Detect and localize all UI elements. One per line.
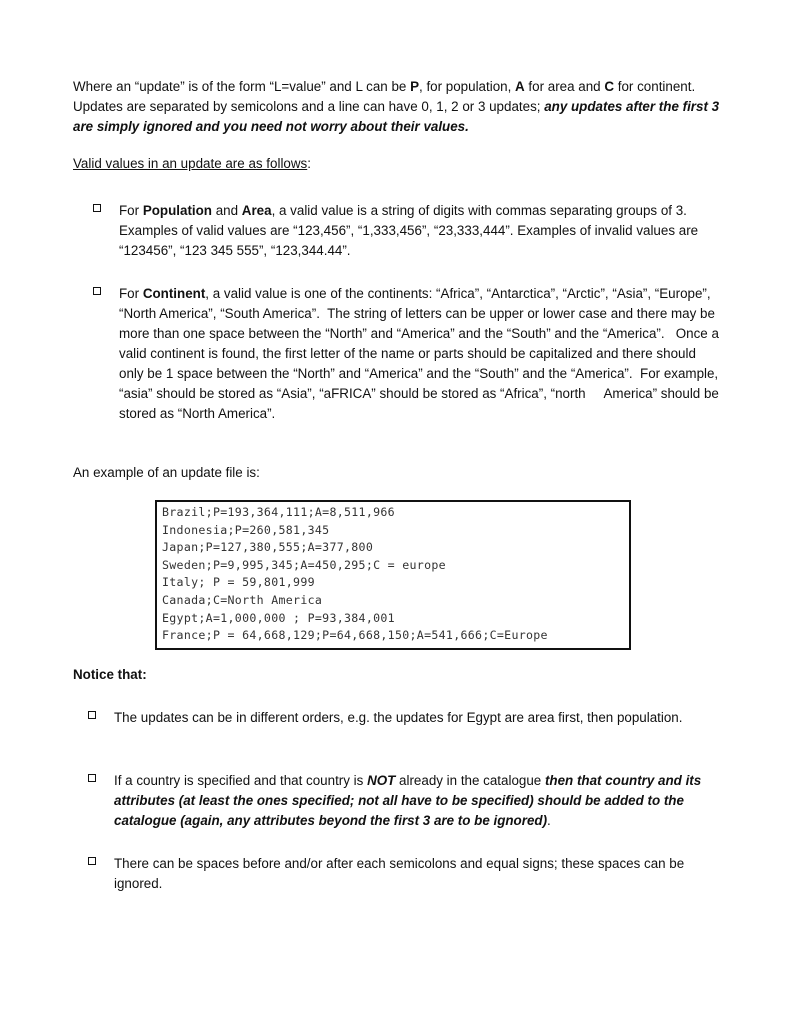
code-line: Indonesia;P=260,581,345 [162, 522, 330, 537]
notice-mid: already in the catalogue [395, 773, 545, 788]
notice-item-text: The updates can be in different orders, e.g. the updates for Egypt are area first, then population. [114, 710, 683, 725]
square-bullet-icon [93, 287, 101, 295]
square-bullet-icon [88, 711, 96, 719]
bullet-prefix: For [119, 203, 143, 218]
bullet-population-area-text [119, 201, 719, 261]
code-line: Japan;P=127,380,555;A=377,800 [162, 540, 374, 555]
bullet-rest: , a valid value is a string of digits with commas separating groups of 3. Examples of valid values are “123,456”, “1,333,456”, “23,333,444”. Examples of invalid values are “123456”, “123 345 555”, “123,344.44”. [119, 203, 699, 258]
square-bullet-icon [88, 774, 96, 782]
valid-values-heading [73, 154, 723, 174]
notice-end: . [547, 813, 551, 828]
update-file-example [155, 500, 631, 650]
code-line: Egypt;A=1,000,000 ; P=93,384,001 [162, 610, 395, 625]
code-line: Brazil;P=193,364,111;A=8,511,966 [162, 505, 395, 519]
code-line: Canada;C=North America [162, 592, 323, 607]
intro-a-letter: A [515, 79, 525, 94]
intro-text-3: for area and [524, 79, 605, 94]
valid-values-heading-text: Valid values in an update are as follows [73, 156, 308, 171]
bullet-mid: and [212, 203, 242, 218]
intro-paragraph [73, 77, 723, 137]
bullet-rest: , a valid value is one of the continents: “Africa”, “Antarctica”, “Arctic”, “Asia”, “Europe”, “North America”, “South America”. The string of letters can be upper or lower case and there may be more than one space between the “North” and “America” and the “South” and the “America”. Once a valid continent is found, the first letter of the name or parts should be capitalized and there should only be 1 space between the “North” and “America” and the “South” and the “America”. For example, “asia” should be stored as “Asia”, “aFRICA” should be stored as “Africa”, “north America” should be stored as “North America”. [119, 286, 723, 421]
intro-text-1: Where an “update” is of the form “L=value” and L can be [73, 79, 411, 94]
notice-not-emphasis: NOT [367, 773, 396, 788]
notice-prefix: If a country is specified and that country is [114, 773, 368, 788]
bullet-prefix: For [119, 286, 143, 301]
valid-values-heading-colon: : [307, 156, 311, 171]
intro-p-letter: P [410, 79, 419, 94]
notice-item-text [114, 771, 714, 831]
intro-text-2: , for population, [419, 79, 516, 94]
bullet-continent-text [119, 284, 723, 424]
intro-text-4: for continent. Updates are separated by semicolons and a line can have 0, 1, 2 or 3 updates; [73, 79, 696, 114]
notice-heading: Notice that: [73, 667, 147, 682]
intro-emphasis: any updates after the first 3 are simply ignored and you need not worry about their values. [73, 99, 720, 134]
intro-c-letter: C [604, 79, 615, 94]
code-line: France;P = 64,668,129;P=64,668,150;A=541,666;C=Europe [162, 628, 548, 643]
notice-emphasis: then that country and its attributes (at least the ones specified; not all have to be specified) should be added to the catalogue (again, any attributes beyond the first 3 are to be ignored) [114, 773, 702, 828]
code-line: Sweden;P=9,995,345;A=450,295;C = europe [162, 557, 446, 572]
square-bullet-icon [88, 857, 96, 865]
code-line: Italy; P = 59,801,999 [162, 575, 315, 590]
square-bullet-icon [93, 204, 101, 212]
example-heading: An example of an update file is: [73, 465, 260, 480]
bullet-bold-population: Population [142, 203, 212, 218]
bullet-bold-area: Area [241, 203, 272, 218]
bullet-bold-continent: Continent [142, 286, 206, 301]
notice-item-text: There can be spaces before and/or after each semicolons and equal signs; these spaces can be ignored. [114, 856, 685, 891]
